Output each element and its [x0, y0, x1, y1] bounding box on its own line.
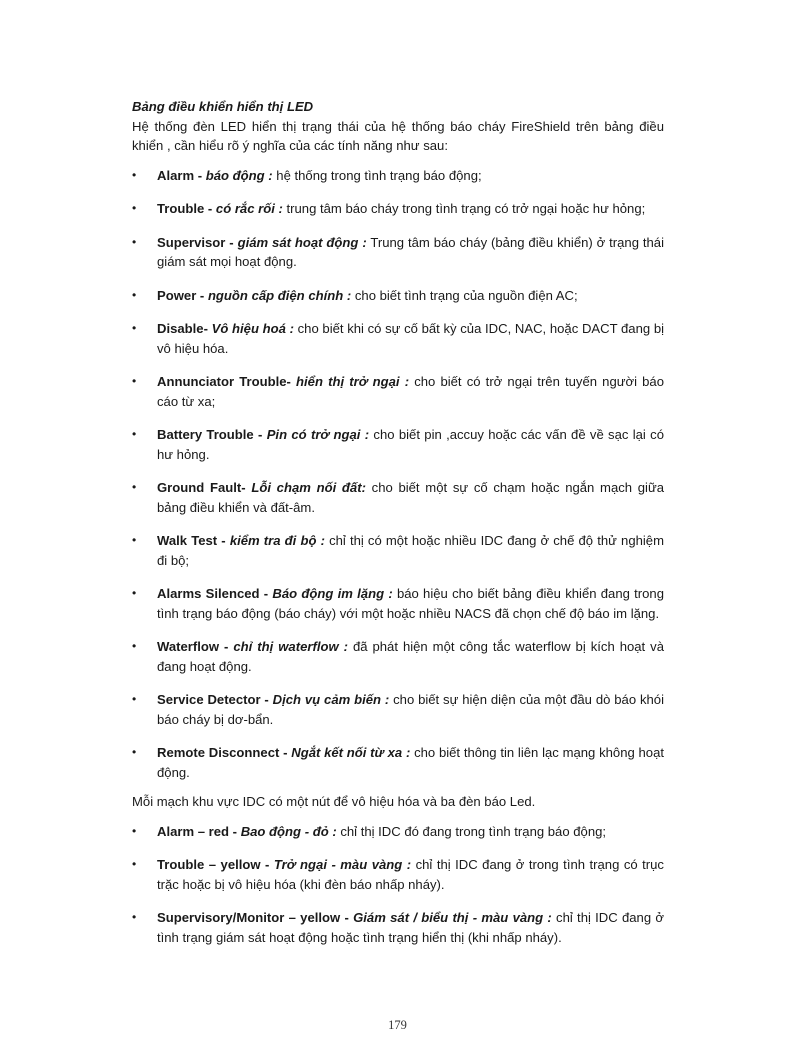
term-description: chỉ thị IDC đang ở trong tình trạng có trục trặc hoặc bị vô hiệu hóa (khi đèn báo nhấp nháy). [157, 857, 664, 892]
list-item [132, 319, 664, 358]
term-english: Alarm - [157, 167, 206, 183]
bullet-icon: • [132, 427, 137, 441]
bullet-icon: • [132, 910, 137, 924]
term-vietnamese: chỉ thị waterflow : [233, 639, 348, 654]
bullet-icon: • [132, 692, 137, 706]
term-description: cho biết một sự cố chạm hoặc ngắn mạch giữa bảng điều khiển và đất-âm. [157, 480, 665, 515]
term-vietnamese: có rắc rối : [215, 201, 283, 216]
term-description: hệ thống trong tình trạng báo động; [272, 167, 482, 183]
list-item [132, 166, 664, 186]
term-english: Trouble - [157, 201, 216, 216]
list-item [132, 855, 664, 894]
term-english: Walk Test - [157, 533, 230, 548]
bullet-icon: • [132, 480, 137, 494]
term-description: cho biết khi có sự cố bất kỳ của IDC, NAC, hoặc DACT đang bị vô hiệu hóa. [157, 321, 665, 356]
term-english: Battery Trouble - [157, 427, 267, 442]
term-english: Waterflow - [157, 639, 234, 654]
bullet-icon: • [132, 287, 137, 302]
term-description: cho biết thông tin liên lạc mạng không hoạt động. [157, 745, 665, 780]
list-item [132, 478, 664, 517]
bullet-icon: • [132, 586, 137, 600]
term-english: Power - [157, 287, 208, 303]
bullet-icon: • [132, 321, 137, 335]
term-vietnamese: giám sát hoạt động : [237, 234, 367, 250]
term-description: đã phát hiện một công tắc waterflow bị kích hoạt và đang hoạt động. [157, 639, 664, 674]
list-item [132, 286, 664, 306]
term-vietnamese: Ngắt kết nối từ xa : [291, 745, 411, 760]
list-item [132, 233, 664, 272]
bullet-icon: • [132, 857, 137, 871]
term-description: Trung tâm báo cháy (bảng điều khiển) ở trạng thái giám sát mọi hoạt động. [157, 234, 664, 269]
term-vietnamese: Dịch vụ cảm biến : [272, 692, 390, 707]
bullet-icon: • [132, 234, 137, 249]
list-item [132, 822, 664, 842]
bullet-icon: • [132, 745, 137, 759]
term-vietnamese: kiểm tra đi bộ : [229, 533, 325, 548]
bullet-icon: • [132, 533, 137, 547]
term-english: Remote Disconnect - [157, 745, 292, 760]
term-description: trung tâm báo cháy trong tình trạng có trở ngại hoặc hư hỏng; [282, 201, 646, 216]
section-heading: Bảng điều khiển hiển thị LED [132, 99, 314, 114]
term-english: Alarm – red - [157, 823, 241, 839]
list-item [132, 908, 664, 947]
term-description: cho biết pin ,accuy hoặc các vấn đề về sạc lại có hư hỏng. [157, 427, 664, 462]
list-item [132, 199, 664, 219]
term-english: Service Detector - [157, 692, 273, 707]
term-description: cho biết có trở ngại trên tuyến người báo cáo từ xa; [157, 374, 664, 409]
term-vietnamese: Trở ngại - màu vàng : [273, 857, 412, 872]
term-description: chỉ thị có một hoặc nhiều IDC đang ở chế độ thử nghiệm đi bộ; [157, 533, 664, 568]
page-content [132, 97, 664, 947]
term-vietnamese: hiển thị trở ngại : [296, 374, 410, 389]
bullet-icon: • [132, 639, 137, 653]
term-description: chỉ thị IDC đang ở tình trạng giám sát hoạt động hoặc tình trạng hiển thị (khi nhấp nháy). [157, 910, 664, 945]
intro-paragraph: Hệ thống đèn LED hiển thị trạng thái của hệ thống báo cháy FireShield trên bảng điều khiển , cần hiểu rõ ý nghĩa của các tính năng như sau: [132, 118, 664, 153]
list-item [132, 584, 664, 623]
term-english: Disable- [157, 321, 212, 336]
term-vietnamese: Giám sát / biểu thị - màu vàng : [353, 910, 552, 925]
term-vietnamese: Vô hiệu hoá : [211, 321, 294, 336]
term-vietnamese: Pin có trở ngại : [266, 427, 370, 442]
bullet-icon: • [132, 167, 137, 182]
term-vietnamese: Bao động - đỏ : [240, 823, 337, 839]
idc-note: Mỗi mạch khu vực IDC có một nút để vô hiệu hóa và ba đèn báo Led. [132, 794, 536, 809]
term-description: cho biết sự hiện diện của một đầu dò báo khói báo cháy bị dơ-bẩn. [157, 692, 664, 727]
term-english: Annunciator Trouble- [157, 374, 297, 389]
term-english: Supervisory/Monitor – yellow - [157, 910, 354, 925]
list-item [132, 372, 664, 411]
term-english: Ground Fault- [157, 480, 252, 495]
term-description: báo hiệu cho biết bảng điều khiển đang trong tình trạng báo động (báo cháy) với một hoặc nhiều NACS đã chọn chế độ báo im lặng. [157, 586, 664, 621]
term-english: Alarms Silenced - [157, 586, 273, 601]
page-number: 179 [388, 1018, 407, 1032]
term-description: chỉ thị IDC đó đang trong tình trạng báo động; [336, 823, 607, 839]
term-english: Trouble – yellow - [157, 857, 274, 872]
list-item [132, 531, 664, 570]
list-item [132, 743, 664, 782]
list-item [132, 425, 664, 464]
term-description: cho biết tình trạng của nguồn điện AC; [351, 287, 578, 303]
term-vietnamese: báo động : [205, 167, 273, 183]
idc-led-list [132, 822, 664, 948]
bullet-icon: • [132, 823, 137, 838]
bullet-icon: • [132, 201, 137, 215]
led-indicator-list [132, 166, 664, 783]
term-vietnamese: Báo động im lặng : [272, 586, 393, 601]
list-item [132, 637, 664, 676]
term-vietnamese: Lỗi chạm nối đất: [251, 480, 366, 495]
list-item [132, 690, 664, 729]
term-english: Supervisor - [157, 234, 238, 250]
bullet-icon: • [132, 374, 137, 388]
term-vietnamese: nguồn cấp điện chính : [207, 287, 352, 303]
